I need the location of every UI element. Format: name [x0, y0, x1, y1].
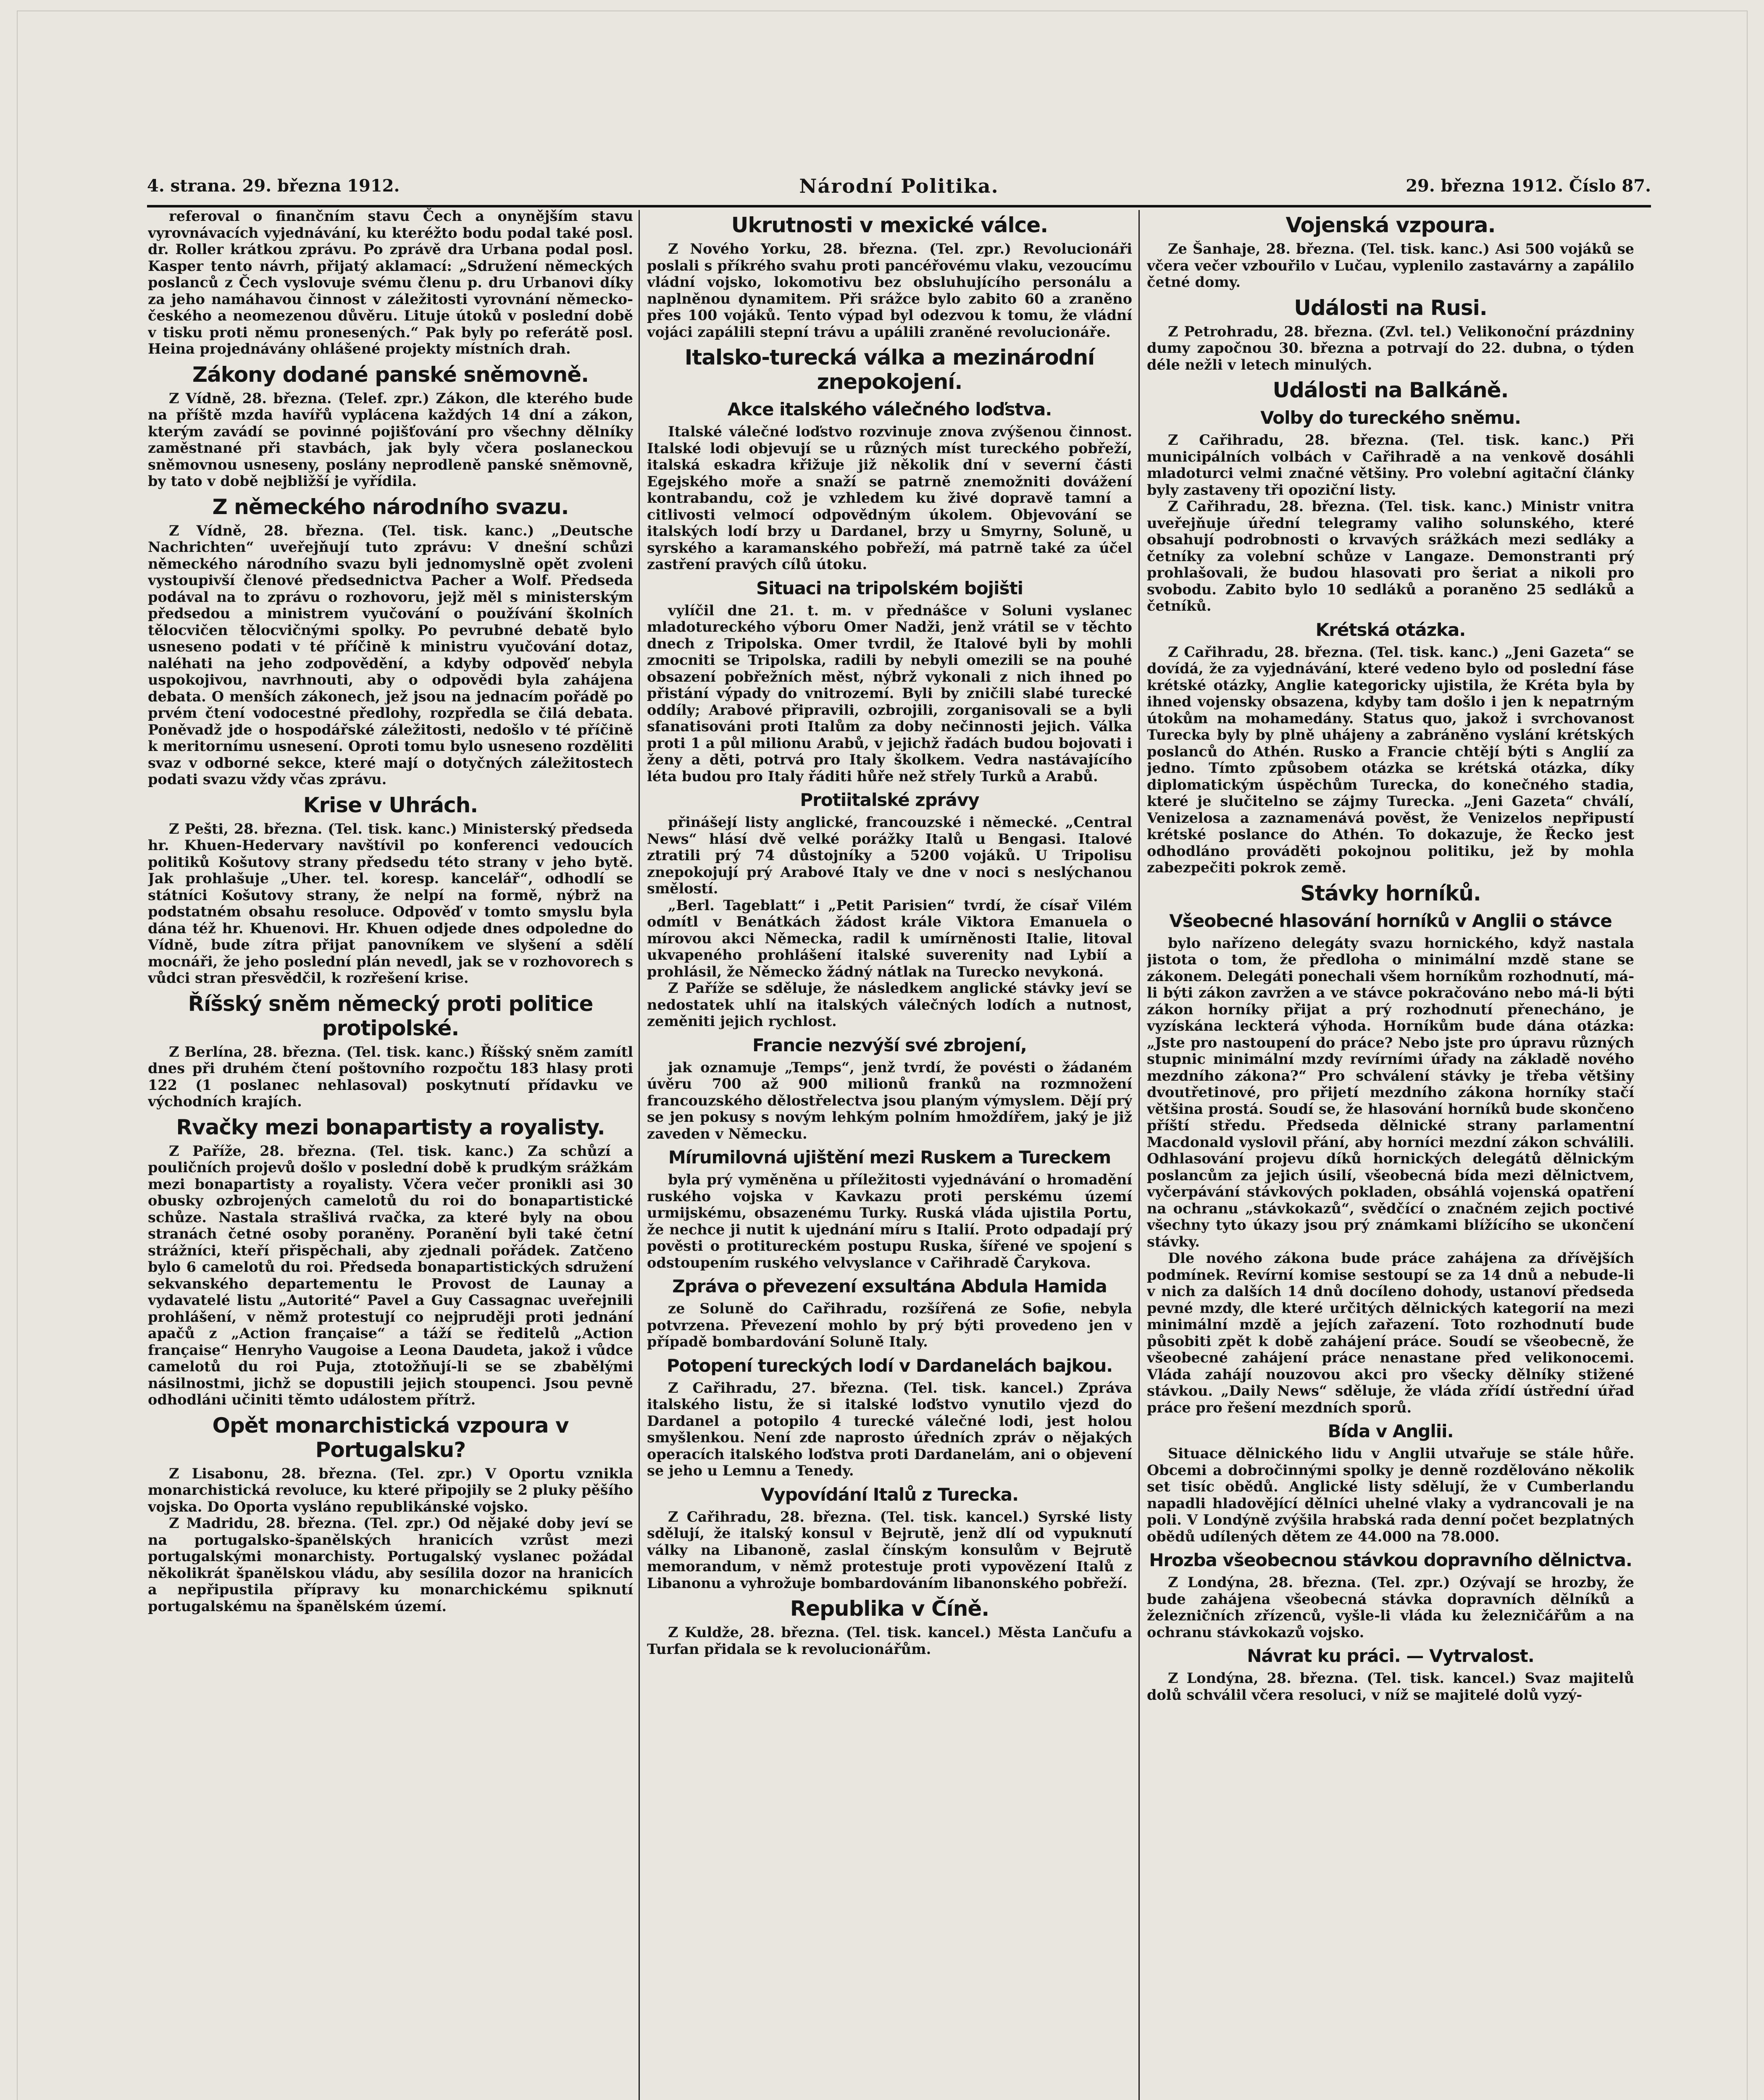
article-subheadline: Situaci na tripolském bojišti [756, 578, 1023, 598]
article-subheadline: Francie nezvýší své zbrojení, [752, 1034, 1027, 1055]
article-headline: Rvačky mezi bonapartisty a royalisty. [176, 1115, 605, 1139]
article-subheadline: Vypovídání Italů z Turecka. [760, 1484, 1019, 1505]
article-headline: Italsko-turecká válka a mezinárodní znepokojení. [684, 345, 1095, 394]
issue-date-number: 29. března 1912. Číslo 87. [1406, 176, 1651, 196]
article-headline: Události na Rusi. [1294, 295, 1487, 320]
article-subheadline: Hrozba všeobecnou stávkou dopravního dělnictva. [1149, 1550, 1632, 1570]
article-subheadline: Krétská otázka. [1315, 619, 1466, 640]
article-paragraph: Z Madridu, 28. března. (Tel. zpr.) Od nějaké doby jeví se na portugalsko-španělských hranicích vzrůst mezi portugalskými monarchisty. Portugalský vyslanec požádal několikrát španělskou vládu, aby sesílila dozor na hranicích a nepřipustila přípravy ku monarchickému spiknutí portugalskému na španělském území. [148, 1515, 633, 1614]
article-subheadline: Akce italského válečného loďstva. [727, 399, 1052, 420]
article-paragraph: Z Londýna, 28. března. (Tel. tisk. kancel.) Svaz majitelů dolů schválil včera resoluci, v níž se majitelé dolů vyzý- [1147, 1670, 1634, 1703]
article-paragraph: Z Kuldže, 28. března. (Tel. tisk. kancel.) Města Lančufu a Turfan přidala se k revolucionářům. [647, 1624, 1132, 1657]
article-paragraph: vylíčil dne 21. t. m. v přednášce v Soluni vyslanec mladotureckého výboru Omer Nadži, jenž vrátil se v těchto dnech z Tripolska. Omer tvrdil, že Italové byli by mohli zmocniti se Tripolska, radili by nebyli omezili se na pouhé obsazení pobřežních měst, nýbrž vykonali z nich ihned po přistání výpady do vnitrozemí. Byli by zničili slabé turecké oddíly; Arabové připravili, ozbrojili, zorganisovali se a byli sfanatisováni proti Italům za doby nečinnosti jejich. Válka proti 1 a půl milionu Arabů, v jejichž řadách budou bojovati i ženy a děti, potrvá pro Italy školkem. Vedra nastávajícího léta budou pro Italy řáditi hůře než střely Turků a Arabů. [647, 602, 1132, 785]
article-paragraph: Z Londýna, 28. března. (Tel. zpr.) Ozývají se hrozby, že bude zahájena všeobecná stávka dopravních dělníků a železničních zřízenců, vyšle-li vláda ku železničářům a na ochranu stávkokazů vojsko. [1147, 1574, 1634, 1641]
column-middle [647, 208, 1132, 2100]
article-subheadline: Protiitalské zprávy [800, 790, 979, 810]
article-paragraph: Situace dělnického lidu v Anglii utvařuje se stále hůře. Obcemi a dobročinnými spolky je denně rozdělováno několik set tisíc obědů. Anglické listy sdělují, že v Cumberlandu napadli hladovějící dělníci uhelné vlaky a vydrancovali je na poli. V Londýně zvýšila hrabská rada denní počet bezplatných obědů udílených dětem ze 44.000 na 78.000. [1147, 1445, 1634, 1545]
column-separator [639, 210, 640, 2100]
article-paragraph: Z Cařihradu, 28. března. (Tel. tisk. kanc.) Ministr vnitra uveřejňuje úřední telegramy valiho solunského, které obsahují podrobnosti o krvavých srážkách mezi sedláky a četníky za volební schůze v Langaze. Demonstranti prý prohlašovali, že budou hlasovati pro šeriat a nikoli pro svobodu. Zabito bylo 10 sedláků a poraněno 25 sedláků a četníků. [1147, 498, 1634, 614]
article-paragraph: Z Cařihradu, 27. března. (Tel. tisk. kancel.) Zpráva italského listu, že si italské loďstvo vynutilo vjezd do Dardanel a potopilo 4 turecké válečné lodi, jest holou smyšlenkou. Není zde naprosto úředních zpráv o nějakých operacích italského loďstva proti Dardanelám, ani o objevení se jeho u Lemnu a Tenedy. [647, 1379, 1132, 1479]
column-right [1147, 208, 1634, 2100]
article-paragraph: Z Vídně, 28. března. (Telef. zpr.) Zákon, dle kterého bude na příště mzda havířů vyplácena každých 14 dní a zákon, kterým zavádí se povinné pojišťování pro všechny dělníky zaměstnané při stavbách, jak byly včera poslaneckou sněmovnou usneseny, poslány neprodleně panské sněmovně, by tato v době nejbližší je vyřídila. [148, 390, 633, 489]
page-number-date: 4. strana. 29. března 1912. [147, 176, 400, 196]
article-paragraph: Z Cařihradu, 28. března. (Tel. tisk. kanc.) Při municipálních volbách v Cařihradě a na venkově dosáhli mladoturci velmi značné většiny. Pro volební agitační články byly zastaveny tři opoziční listy. [1147, 432, 1634, 498]
article-headline: Události na Balkáně. [1272, 378, 1509, 402]
article-subheadline: Návrat ku práci. — Vytrvalost. [1247, 1646, 1534, 1666]
article-paragraph: byla prý vyměněna u příležitosti vyjednávání o hromadění ruského vojska v Kavkazu proti perskému území urmijskému, obsazenému Turky. Ruská vláda ujistila Portu, že nechce ji nutit k ujednání míru s Italií. Proto odpadají prý pověsti o protitureckém postupu Ruska, šířené ve spojení s odstoupením ruského velvyslance v Cařihradě Čarykova. [647, 1171, 1132, 1271]
article-subheadline: Všeobecné hlasování horníků v Anglii o stávce [1169, 910, 1612, 931]
header-rule [147, 205, 1651, 207]
article-paragraph: Z Lisabonu, 28. března. (Tel. zpr.) V Oportu vznikla monarchistická revoluce, ku které připojily se 2 pluky pěšího vojska. Do Oporta vysláno republikánské vojsko. [148, 1465, 633, 1515]
article-headline: Stávky horníků. [1300, 881, 1481, 906]
article-paragraph: Z Paříže se sděluje, že následkem anglické stávky jeví se nedostatek uhlí na italských válečných lodích a nutnost, zeměniti jejich rychlost. [647, 980, 1132, 1029]
article-headline: Vojenská vzpoura. [1286, 213, 1496, 237]
article-paragraph: bylo nařízeno delegáty svazu hornického, když nastala jistota o tom, že předloha o minimální mzdě stane se zákonem. Delegáti ponechali všem horníkům rozhodnutí, má-li býti zákon zavržen a ve stávce pokračováno nebo má-li býti zákon horníky přijat a prý rozhodnutí přenecháno, je vyzískána leckterá výhoda. Horníkům bude dána otázka: „Jste pro nastoupení do práce? Nebo jste pro úpravu různých stupnic minimální mzdy revírními úřady na základě nového mezdního zákona?“ Pro schválení stávky je třeba většiny dvoutřetinové, pro přijetí mezdního zákona horníky stačí většina prostá. Soudí se, že hlasování horníků bude skončeno příští středu. Předseda dělnické strany parlamentní Macdonald vyslovil přání, aby horníci mezdní zákon schválili. Odhlasování projevu díků hornických delegátů dělnickým poslancům za jejich úsilí, všeobecná bída mezi dělnictvem, vyčerpávání stávkových pokladen, obsáhlá vojenská opatření na ochranu „stávkokazů“, svědčící o značném zejich poctivé všechny tyto úkazy jsou prý známkami blížícího se ukončení stávky. [1147, 934, 1634, 1250]
article-headline: Republika v Číně. [790, 1596, 989, 1621]
article-paragraph: referoval o finančním stavu Čech a onynějším stavu vyrovnávacích vyjednávání, ku kteréžto bodu podal také posl. dr. Roller krátkou zprávu. Po zprávě dra Urbana podal posl. Kasper tento návrh, přijatý aklamací: „Sdružení německých poslanců z Čech vyslovuje svému členu p. dru Urbanovi díky za jeho namáhavou činnost v záležitosti vyrovnání německo-českého a neomezenou důvěru. Lituje útoků v poslední době v tisku proti němu pronesených.“ Pak byly po referátě posl. Heina projednávány ohlášené projekty místních drah. [148, 208, 633, 357]
article-paragraph: Z Berlína, 28. března. (Tel. tisk. kanc.) Říšský sněm zamítl dnes při druhém čtení poštovního rozpočtu 183 hlasy proti 122 (1 poslanec nehlasoval) poskytnutí přídavku ve východních krajích. [148, 1043, 633, 1110]
article-paragraph: „Berl. Tageblatt“ i „Petit Parisien“ tvrdí, že císař Vilém odmítl v Benátkách žádost krále Viktora Emanuela o mírovou akci Německa, radil k umírněnosti Italie, litoval ukvapeného prohlášení italské suverenity nad Lybií a prohlásil, že Německo žádný nátlak na Turecko nevykoná. [647, 897, 1132, 980]
article-paragraph: Z Pešti, 28. března. (Tel. tisk. kanc.) Ministerský předseda hr. Khuen-Hedervary navštívil po konferenci vedoucích politiků Košutovy strany předsedu této strany v jeho bytě. Jak prohlašuje „Uher. tel. koresp. kancelář“, odhodlí se státníci Košutovy strany, že nelpí na formě, nýbrž na podstatném obsahu resoluce. Odpověď v tomto smyslu byla dána též hr. Khuenovi. Hr. Khuen odjede dnes odpoledne do Vídně, bude zítra přijat panovníkem ve slyšení a sdělí mocnáři, že jeho poslední plán nevedl, jak se v rozhovorech s vůdci stran přesvědčil, k rozřešení krise. [148, 820, 633, 986]
article-paragraph: Ze Šanhaje, 28. března. (Tel. tisk. kanc.) Asi 500 vojáků se včera večer vzbouřilo v Lučau, vyplenilo zastavárny a zapálilo četné domy. [1147, 241, 1634, 290]
article-headline: Krise v Uhrách. [303, 793, 478, 817]
article-paragraph: Italské válečné loďstvo rozvinuje znova zvýšenou činnost. Italské lodi objevují se u různých míst tureckého pobřeží, italská eskadra křižuje již několik dní v severní části Egejského moře a snaží se patrně znemožniti dovážení kontrabandu, což je vzhledem ku živé dopravě tamní a citlivosti velmocí odpovědným úkolem. Objevování se italských lodí brzy u Dardanel, brzy u Smyrny, Soluně, u syrského a karamanského pobřeží, má patrně také za účel zastření pravých cílů útoku. [647, 423, 1132, 572]
article-subheadline: Mírumilovná ujištění mezi Ruskem a Tureckem [668, 1147, 1111, 1168]
article-headline: Ukrutnosti v mexické válce. [731, 213, 1048, 237]
article-paragraph: Dle nového zákona bude práce zahájena za dřívějších podmínek. Revírní komise sestoupí se za 14 dnů a nebude-li v nich za dalších 14 dnů docíleno dohody, ustanoví předseda pevné mzdy, dle které určitých dělnických kategorií na mezi minimální mzdě a jejích zařazení. Toto rozhodnutí bude působiti zpět k době zahájení práce. Soudí se všeobecně, že všeobecné zahájení práce nenastane před velikonocemi. Vláda zahájí nouzovou akci pro všecky dělníky stižené stávkou. „Daily News“ sděluje, že vláda zřídí ústřední úřad práce pro řešení mezdních sporů. [1147, 1250, 1634, 1416]
article-subheadline: Potopení tureckých lodí v Dardanelách bajkou. [666, 1355, 1113, 1376]
article-paragraph: Z Vídně, 28. března. (Tel. tisk. kanc.) „Deutsche Nachrichten“ uveřejňují tuto zprávu: V dnešní schůzi německého národního svazu byli jednomyslně opět zvoleni vystoupivší členové předsednictva Pacher a Wolf. Předseda podával na to zprávu o rozhovoru, jejž měl s ministerským předsedou a ministrem vyučování o používání školních tělocvičen tělocvičnými spolky. Po pevrubné debatě bylo usneseno podati v té příčině k ministru vyučování dotaz, naléhati na jeho zodpovědění, a kdyby odpověď nebyla uspokojivou, navrhnouti, aby o odpovědi byla zahájena debata. O menších zákonech, jež jsou na jednacím pořádě po prvém čtení vodocestné předlohy, rozpředla se čilá debata. Poněvadž jde o hospodářské záležitosti, nedošlo v té příčině k meritornímu usnesení. Oproti tomu bylo usneseno rozděliti svaz v odborné sekce, které mají o dotyčných záležitostech podati svazu vždy včas zprávu. [148, 522, 633, 788]
article-paragraph: Z Nového Yorku, 28. března. (Tel. zpr.) Revolucionáři poslali s příkrého svahu proti pancéřovému vlaku, vezoucímu vládní vojsko, lokomotivu bez obsluhujícího personálu a naplněnou dynamitem. Při srážce bylo zabito 60 a zraněno přes 100 vojáků. Tento výpad byl odezvou k tomu, že vládní vojáci zapálili stepní trávu a upálili zraněné revolucionáře. [647, 241, 1132, 340]
article-headline: Říšský sněm německý proti politice protipolské. [188, 991, 593, 1040]
article-paragraph: ze Soluně do Cařihradu, rozšířená ze Sofie, nebyla potvrzena. Převezení mohlo by prý býti provedeno jen v případě bombardování Soluně Italy. [647, 1300, 1132, 1350]
article-paragraph: jak oznamuje „Temps“, jenž tvrdí, že povésti o žádaném úvěru 700 až 900 milionů franků na rozmnožení francouzského dělostřelectva jsou planým výmyslem. Dějí prý se jen pokusy s novým lehkým polním hmoždířem, jaký je již zaveden v Německu. [647, 1059, 1132, 1142]
article-paragraph: Z Petrohradu, 28. března. (Zvl. tel.) Velikonoční prázdniny dumy započnou 30. března a potrvají do 22. dubna, o týden déle nežli v letech minulých. [1147, 323, 1634, 373]
article-headline: Zákony dodané panské sněmovně. [192, 362, 589, 387]
article-subheadline: Zpráva o převezení exsultána Abdula Hamida [672, 1276, 1107, 1297]
newspaper-title: Národní Politika. [799, 175, 999, 197]
article-headline: Opět monarchistická vzpoura v Portugalsku? [212, 1413, 569, 1462]
article-subheadline: Bída v Anglii. [1328, 1421, 1454, 1441]
article-subheadline: Volby do tureckého sněmu. [1260, 407, 1521, 428]
article-paragraph: Z Paříže, 28. března. (Tel. tisk. kanc.) Za schůzí a pouličních projevů došlo v poslední době k prudkým srážkám mezi bonapartisty a royalisty. Včera večer pronikli asi 30 obusky ozbrojených camelotů du roi do bonapartistické schůze. Nastala strašlivá rvačka, za které byly na obou stranách četné osoby poraněny. Poranění byli také četní strážníci, kteří přispěchali, aby zjednali pořádek. Zatčeno bylo 6 camelotů du roi. Předseda bonapartistických sdružení sekvanského departementu le Provost de Launay a vydavatelé listu „Autorité“ Pavel a Guy Cassagnac uveřejnili prohlášení, v němž protestují co nejpruději proti jednání apačů z „Action française“ a táží se ředitelů „Action française“ Henryho Vaugoise a Leona Daudeta, jakož i vůdce camelotů du roi Puja, ztotožňují-li se se zbabělými násilnostmi, jichž se dopustili jejich stoupenci. Jsou pevně odhodláni učiniti těmto událostem přítrž. [148, 1142, 633, 1408]
article-paragraph: přinášejí listy anglické, francouzské i německé. „Central News“ hlásí dvě velké porážky Italů u Bengasi. Italové ztratili prý 74 důstojníky a 5200 vojáků. U Tripolisu znepokojují prý Arabové Italy ve dne v noci s neslýchanou smělostí. [647, 814, 1132, 897]
article-headline: Z německého národního svazu. [212, 494, 569, 519]
article-paragraph: Z Cařihradu, 28. března. (Tel. tisk. kancel.) Syrské listy sdělují, že italský konsul v Bejrutě, jenž dlí od vypuknutí války na Libanoně, zaslal čínským konsulům v Bejrutě memorandum, v němž protestuje proti vypovězení Italů z Libanonu a vyhrožuje bombardováním libanonského pobřeží. [647, 1508, 1132, 1591]
article-paragraph: Z Cařihradu, 28. března. (Tel. tisk. kanc.) „Jeni Gazeta“ se dovídá, že za vyjednávání, které vedeno bylo od poslední fáse krétské otázky, Anglie kategoricky ujistila, že Kréta byla by ihned vojensky obsazena, kdyby tam došlo i jen k nepatrným útokům na mohamedány. Status quo, jakož i svrchovanost Turecka byly by plně uhájeny a zabráněno vyslání krétských poslanců do Athén. Rusko a Francie chtějí býti s Anglií za jedno. Tímto způsobem otázka se krétská otázka, díky diplomatickým úspěchům Turecka, do konečného stadia, které je slučitelno se zájmy Turecka. „Jeni Gazeta“ chválí, Venizelosa a zaznamenává pověst, že Venizelos nepřipustí krétské poslance do Athén. To dokazuje, že Řecko jest odhodláno prováděti pokojnou politiku, jež by mohla zabezpečiti pokrok země. [1147, 643, 1634, 876]
column-left [148, 208, 633, 2100]
column-separator [1138, 210, 1140, 2100]
